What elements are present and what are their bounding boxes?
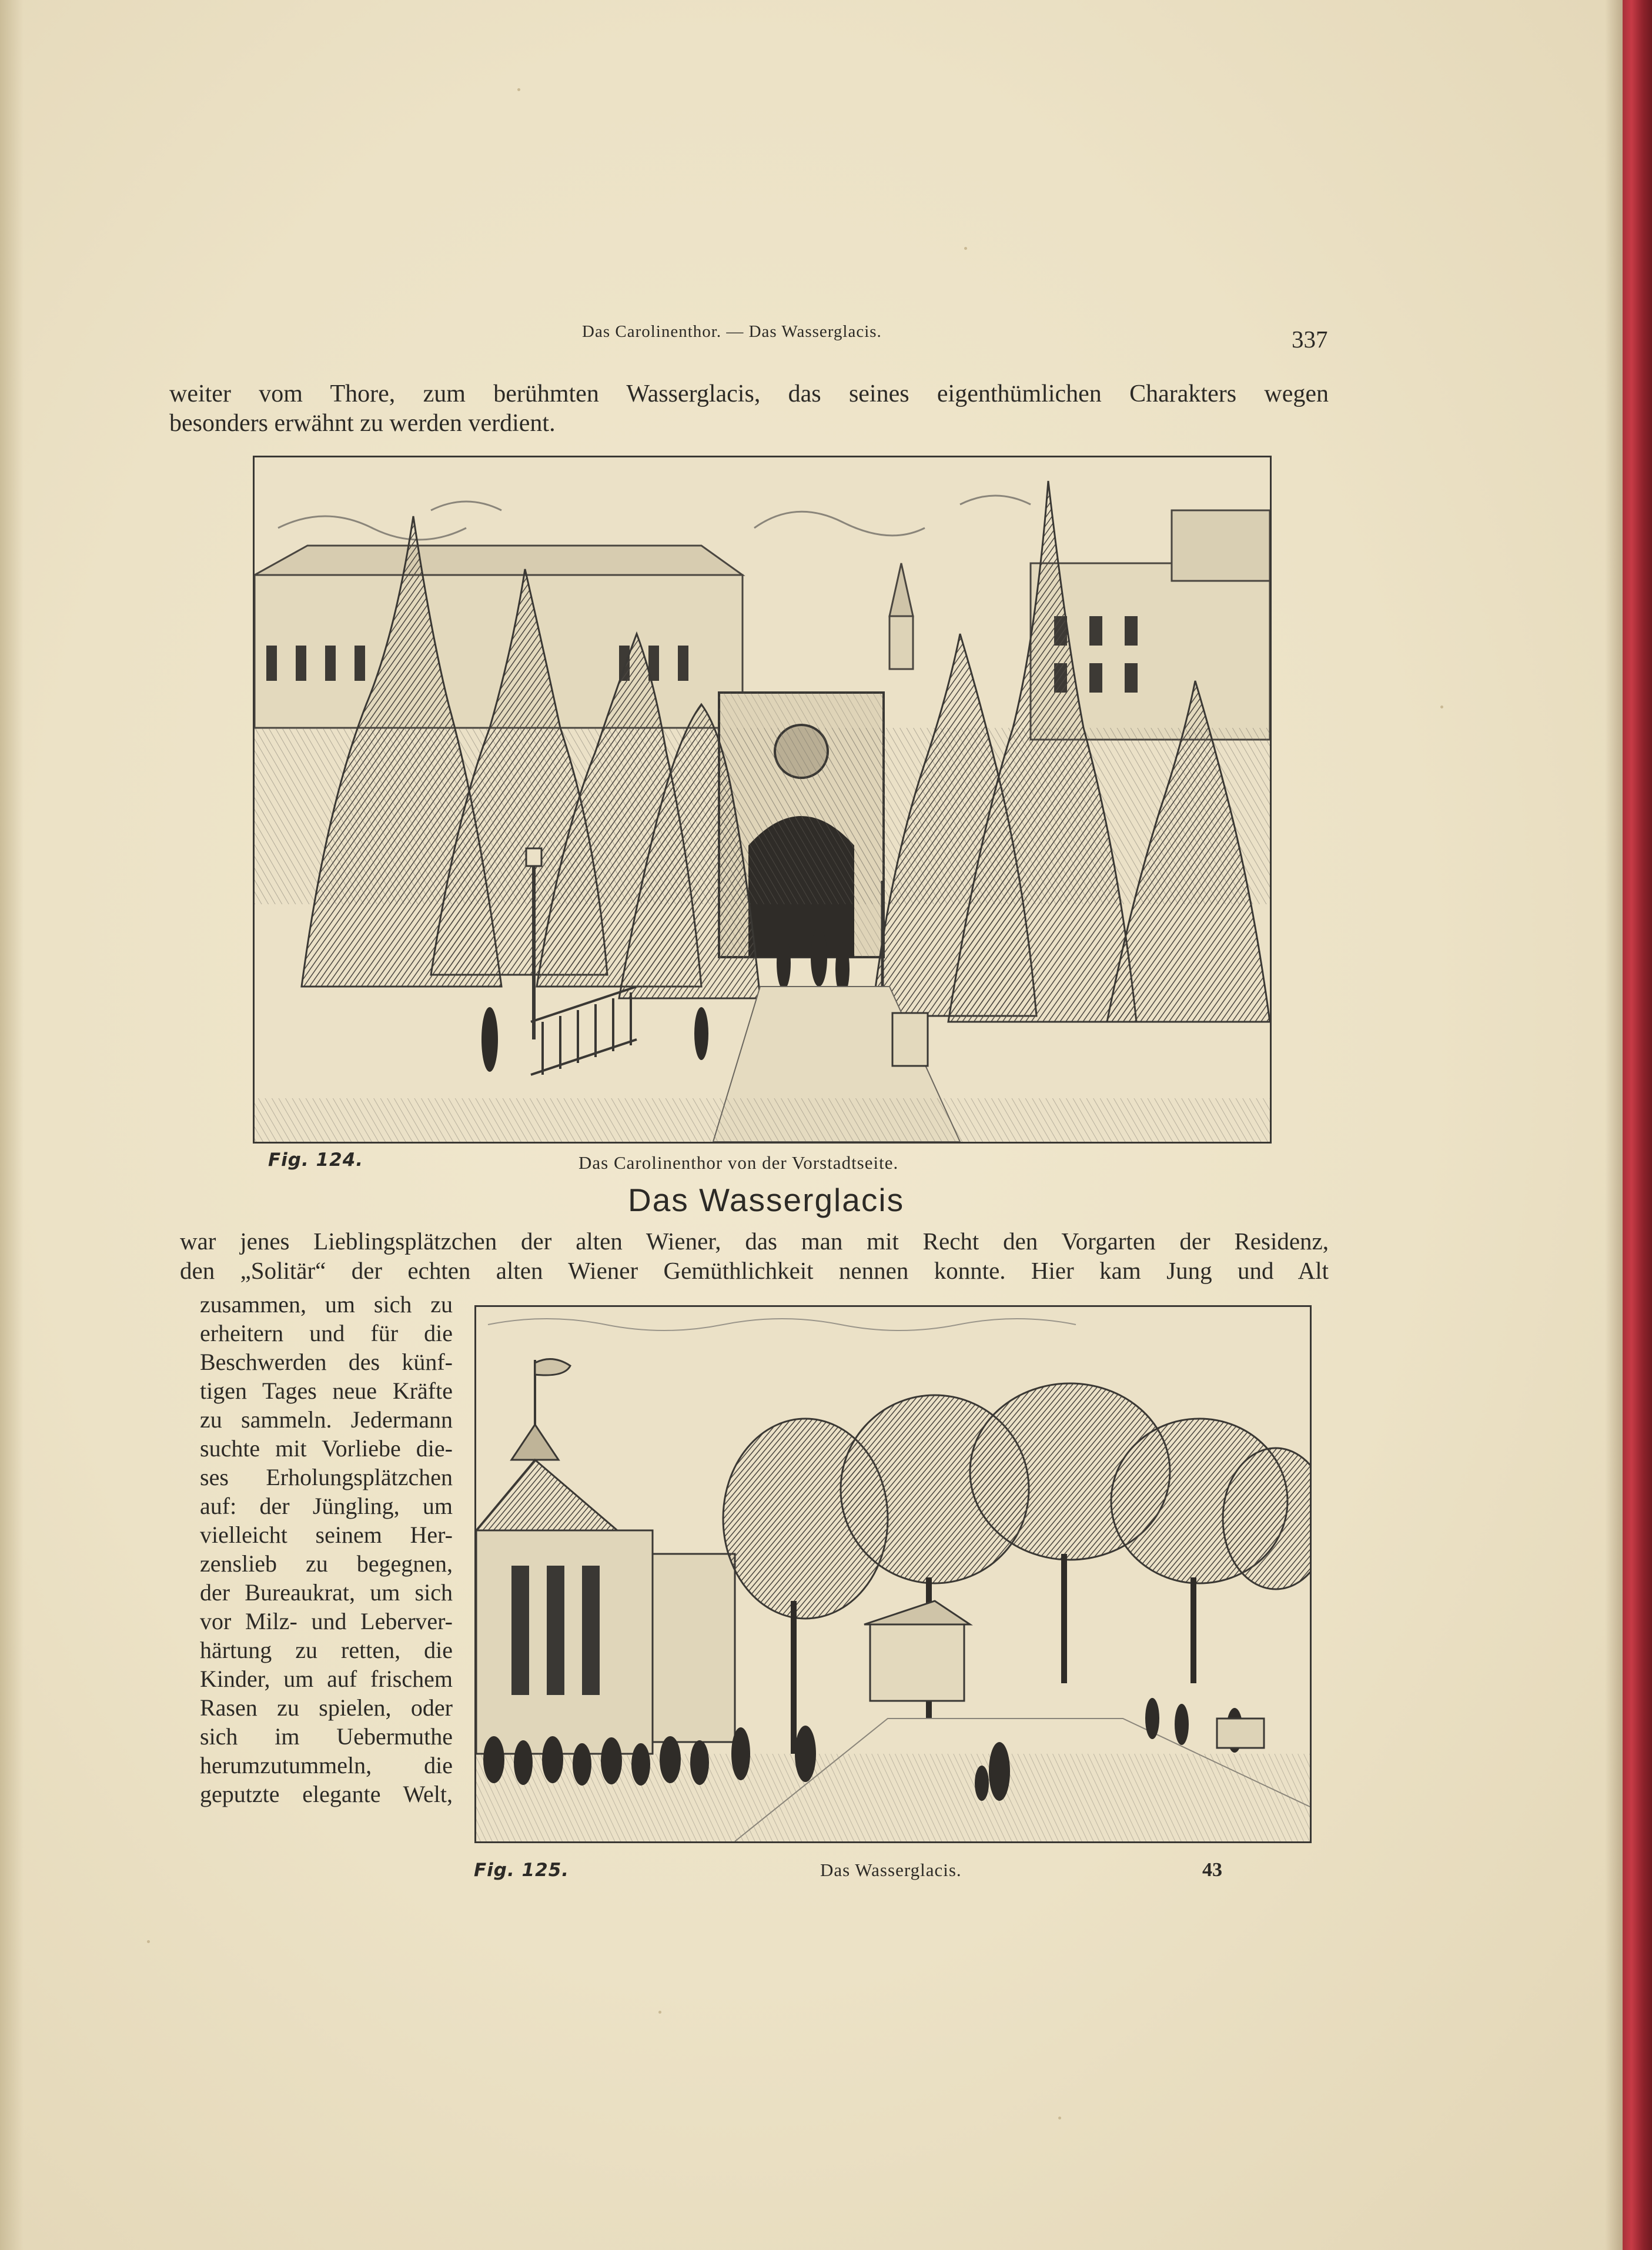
narrow-line: vor Milz- und Leberver- <box>200 1608 453 1634</box>
figure-124-label: Fig. 124. <box>268 1149 364 1171</box>
page-edge-shade <box>1605 0 1623 2250</box>
body-line: war jenes Lieblingsplätzchen der alten Wiener, das man mit Recht den Vorgarten der Residenz, <box>180 1228 1329 1255</box>
running-header: Das Carolinenthor. — Das Wasserglacis. <box>582 322 882 341</box>
narrow-line: suchte mit Vorliebe die- <box>200 1435 453 1462</box>
red-book-edge <box>1623 0 1652 2250</box>
narrow-line: vielleicht seinem Her- <box>200 1522 453 1548</box>
narrow-line: herumzutummeln, die <box>200 1752 453 1778</box>
narrow-line: ses Erholungsplätzchen <box>200 1464 453 1490</box>
figure-125-caption: Das Wasserglacis. <box>820 1860 962 1880</box>
paper-speck <box>964 247 967 250</box>
paper-speck <box>1058 2117 1061 2119</box>
narrow-line: tigen Tages neue Kräfte <box>200 1378 453 1404</box>
intro-line-1: weiter vom Thore, zum berühmten Wasserglacis, das seines eigenthümlichen Charakters wegen <box>169 380 1329 407</box>
body-line: den „Solitär“ der echten alten Wiener Gemüthlichkeit nennen konnte. Hier kam Jung und Alt <box>180 1257 1329 1284</box>
city-gate-engraving-icon <box>255 457 1270 1142</box>
narrow-line: der Bureaukrat, um sich <box>200 1579 453 1606</box>
figure-124-caption: Das Carolinenthor von der Vorstadtseite. <box>578 1152 899 1173</box>
paper-speck <box>517 88 520 91</box>
narrow-line: sich im Uebermuthe <box>200 1723 453 1750</box>
figure-124-illustration <box>253 456 1272 1144</box>
narrow-line: Beschwerden des künf- <box>200 1349 453 1375</box>
page-number: 337 <box>1292 326 1328 353</box>
figure-125-label: Fig. 125. <box>474 1860 570 1881</box>
paper-speck <box>1440 706 1443 708</box>
narrow-line: geputzte elegante Welt, <box>200 1781 453 1807</box>
signature-mark: 43 <box>1202 1859 1222 1881</box>
intro-line-2: besonders erwähnt zu werden verdient. <box>169 410 556 437</box>
page-gutter-shadow <box>0 0 24 2250</box>
park-promenade-engraving-icon <box>476 1307 1310 1841</box>
section-heading: Das Wasserglacis <box>628 1182 905 1218</box>
paper-speck <box>147 1940 150 1943</box>
narrow-line: auf: der Jüngling, um <box>200 1493 453 1519</box>
paper-speck <box>658 2011 661 2014</box>
narrow-line: härtung zu retten, die <box>200 1637 453 1663</box>
narrow-line: zu sammeln. Jedermann <box>200 1406 453 1433</box>
narrow-line: Kinder, um auf frischem <box>200 1666 453 1692</box>
narrow-line: zenslieb zu begegnen, <box>200 1550 453 1577</box>
figure-125-illustration <box>474 1305 1312 1843</box>
narrow-line: erheitern und für die <box>200 1320 453 1346</box>
narrow-line: Rasen zu spielen, oder <box>200 1694 453 1721</box>
narrow-line: zusammen, um sich zu <box>200 1291 453 1318</box>
